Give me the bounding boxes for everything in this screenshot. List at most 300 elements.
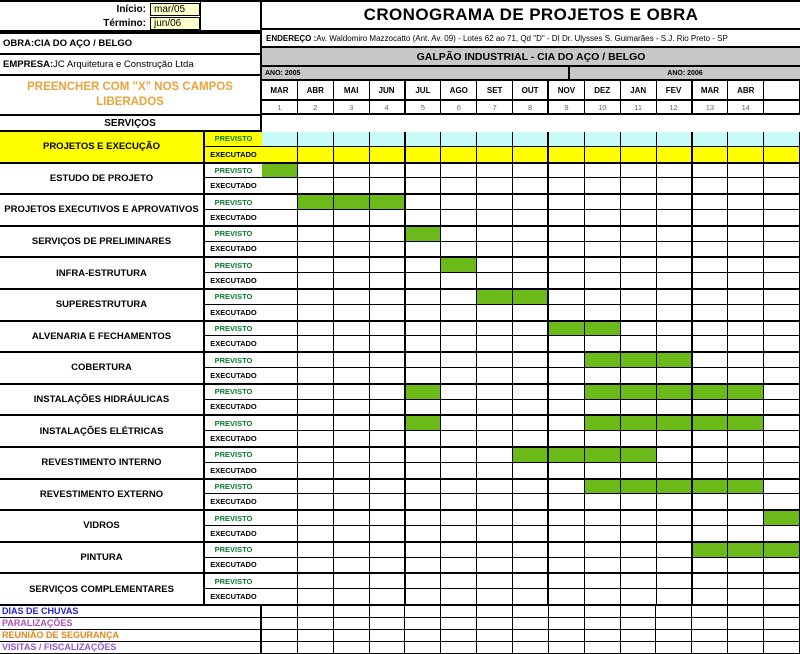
gantt-empty-cell[interactable] [441,164,477,178]
legend-cell[interactable] [262,630,298,641]
legend-cell[interactable] [549,618,585,629]
gantt-bar-cell[interactable] [657,416,693,430]
gantt-bar-cell[interactable] [657,147,693,162]
gantt-empty-cell[interactable] [441,480,477,494]
gantt-empty-cell[interactable] [441,368,477,383]
legend-cell[interactable] [728,642,764,653]
gantt-empty-cell[interactable] [621,164,657,178]
gantt-empty-cell[interactable] [370,178,406,193]
gantt-empty-cell[interactable] [585,227,621,241]
gantt-empty-cell[interactable] [406,526,442,541]
legend-cell[interactable] [262,618,298,629]
gantt-empty-cell[interactable] [477,242,513,257]
gantt-empty-cell[interactable] [621,526,657,541]
gantt-empty-cell[interactable] [513,273,549,288]
gantt-empty-cell[interactable] [477,178,513,193]
gantt-empty-cell[interactable] [585,336,621,351]
gantt-empty-cell[interactable] [477,574,513,588]
gantt-bar-cell[interactable] [585,448,621,462]
gantt-empty-cell[interactable] [621,290,657,304]
gantt-empty-cell[interactable] [513,526,549,541]
gantt-empty-cell[interactable] [764,258,800,272]
gantt-empty-cell[interactable] [549,543,585,557]
gantt-bar-cell[interactable] [334,132,370,146]
gantt-empty-cell[interactable] [406,480,442,494]
legend-cell[interactable] [513,606,549,617]
gantt-bar-cell[interactable] [585,132,621,146]
gantt-empty-cell[interactable] [657,336,693,351]
gantt-empty-cell[interactable] [477,400,513,415]
gantt-empty-cell[interactable] [513,336,549,351]
gantt-empty-cell[interactable] [585,526,621,541]
gantt-empty-cell[interactable] [406,210,442,225]
gantt-bar-cell[interactable] [585,147,621,162]
gantt-empty-cell[interactable] [477,385,513,399]
gantt-empty-cell[interactable] [728,258,764,272]
gantt-empty-cell[interactable] [262,416,298,430]
legend-cell[interactable] [441,642,477,653]
gantt-bar-cell[interactable] [262,147,298,162]
gantt-empty-cell[interactable] [441,416,477,430]
gantt-empty-cell[interactable] [585,368,621,383]
gantt-empty-cell[interactable] [370,273,406,288]
gantt-empty-cell[interactable] [370,589,406,604]
gantt-bar-cell[interactable] [728,132,764,146]
gantt-empty-cell[interactable] [693,178,729,193]
legend-cell[interactable] [656,630,692,641]
gantt-empty-cell[interactable] [621,558,657,573]
gantt-bar-cell[interactable] [657,385,693,399]
gantt-empty-cell[interactable] [585,463,621,478]
gantt-empty-cell[interactable] [262,589,298,604]
gantt-empty-cell[interactable] [657,494,693,509]
gantt-empty-cell[interactable] [657,305,693,320]
legend-cell[interactable] [513,618,549,629]
gantt-empty-cell[interactable] [298,273,334,288]
gantt-bar-cell[interactable] [657,480,693,494]
gantt-empty-cell[interactable] [513,242,549,257]
gantt-empty-cell[interactable] [406,400,442,415]
legend-cell[interactable] [656,606,692,617]
legend-cell[interactable] [692,642,728,653]
gantt-empty-cell[interactable] [764,242,800,257]
gantt-empty-cell[interactable] [513,416,549,430]
gantt-empty-cell[interactable] [764,526,800,541]
gantt-empty-cell[interactable] [549,431,585,446]
gantt-empty-cell[interactable] [262,336,298,351]
gantt-empty-cell[interactable] [262,305,298,320]
gantt-empty-cell[interactable] [585,258,621,272]
gantt-empty-cell[interactable] [298,494,334,509]
gantt-empty-cell[interactable] [693,305,729,320]
gantt-empty-cell[interactable] [693,589,729,604]
legend-cell[interactable] [764,642,800,653]
gantt-empty-cell[interactable] [621,178,657,193]
gantt-empty-cell[interactable] [657,574,693,588]
gantt-empty-cell[interactable] [728,210,764,225]
gantt-empty-cell[interactable] [370,385,406,399]
gantt-empty-cell[interactable] [693,227,729,241]
gantt-empty-cell[interactable] [621,400,657,415]
gantt-empty-cell[interactable] [334,368,370,383]
legend-cell[interactable] [621,642,657,653]
gantt-empty-cell[interactable] [370,431,406,446]
gantt-empty-cell[interactable] [585,290,621,304]
gantt-empty-cell[interactable] [262,242,298,257]
gantt-empty-cell[interactable] [406,431,442,446]
gantt-empty-cell[interactable] [334,305,370,320]
gantt-empty-cell[interactable] [406,273,442,288]
gantt-empty-cell[interactable] [728,558,764,573]
gantt-empty-cell[interactable] [406,448,442,462]
gantt-empty-cell[interactable] [693,258,729,272]
gantt-empty-cell[interactable] [764,400,800,415]
gantt-empty-cell[interactable] [657,448,693,462]
gantt-bar-cell[interactable] [549,322,585,336]
gantt-empty-cell[interactable] [513,195,549,209]
gantt-empty-cell[interactable] [406,558,442,573]
gantt-empty-cell[interactable] [585,574,621,588]
gantt-empty-cell[interactable] [441,242,477,257]
gantt-empty-cell[interactable] [370,463,406,478]
gantt-empty-cell[interactable] [657,526,693,541]
gantt-empty-cell[interactable] [334,448,370,462]
gantt-empty-cell[interactable] [513,400,549,415]
gantt-empty-cell[interactable] [441,526,477,541]
gantt-empty-cell[interactable] [657,322,693,336]
gantt-empty-cell[interactable] [764,164,800,178]
gantt-bar-cell[interactable] [728,147,764,162]
gantt-bar-cell[interactable] [585,322,621,336]
gantt-empty-cell[interactable] [621,543,657,557]
gantt-empty-cell[interactable] [262,210,298,225]
gantt-empty-cell[interactable] [477,195,513,209]
gantt-bar-cell[interactable] [477,290,513,304]
gantt-empty-cell[interactable] [406,290,442,304]
gantt-empty-cell[interactable] [334,416,370,430]
gantt-empty-cell[interactable] [728,290,764,304]
gantt-empty-cell[interactable] [728,574,764,588]
gantt-bar-cell[interactable] [693,385,729,399]
gantt-empty-cell[interactable] [406,305,442,320]
gantt-empty-cell[interactable] [262,178,298,193]
legend-cell[interactable] [585,618,621,629]
gantt-empty-cell[interactable] [477,227,513,241]
gantt-empty-cell[interactable] [262,227,298,241]
gantt-empty-cell[interactable] [549,353,585,367]
gantt-empty-cell[interactable] [262,368,298,383]
gantt-empty-cell[interactable] [262,385,298,399]
gantt-empty-cell[interactable] [728,448,764,462]
gantt-empty-cell[interactable] [657,178,693,193]
gantt-empty-cell[interactable] [621,589,657,604]
gantt-empty-cell[interactable] [262,258,298,272]
gantt-empty-cell[interactable] [334,589,370,604]
gantt-bar-cell[interactable] [764,543,800,557]
gantt-empty-cell[interactable] [370,416,406,430]
gantt-empty-cell[interactable] [441,494,477,509]
gantt-empty-cell[interactable] [334,353,370,367]
gantt-empty-cell[interactable] [657,543,693,557]
gantt-empty-cell[interactable] [764,273,800,288]
gantt-empty-cell[interactable] [262,431,298,446]
gantt-empty-cell[interactable] [262,290,298,304]
gantt-empty-cell[interactable] [441,322,477,336]
gantt-empty-cell[interactable] [585,558,621,573]
gantt-empty-cell[interactable] [441,448,477,462]
gantt-empty-cell[interactable] [441,273,477,288]
legend-cell[interactable] [405,618,441,629]
gantt-empty-cell[interactable] [549,574,585,588]
gantt-empty-cell[interactable] [585,164,621,178]
gantt-bar-cell[interactable] [549,132,585,146]
gantt-bar-cell[interactable] [513,290,549,304]
gantt-empty-cell[interactable] [262,463,298,478]
gantt-empty-cell[interactable] [513,558,549,573]
gantt-empty-cell[interactable] [621,195,657,209]
legend-cell[interactable] [334,630,370,641]
gantt-empty-cell[interactable] [621,227,657,241]
gantt-empty-cell[interactable] [441,589,477,604]
gantt-empty-cell[interactable] [477,258,513,272]
gantt-empty-cell[interactable] [693,526,729,541]
gantt-empty-cell[interactable] [370,210,406,225]
gantt-empty-cell[interactable] [406,463,442,478]
legend-cell[interactable] [728,630,764,641]
gantt-empty-cell[interactable] [370,242,406,257]
gantt-empty-cell[interactable] [513,574,549,588]
gantt-empty-cell[interactable] [298,353,334,367]
gantt-empty-cell[interactable] [334,400,370,415]
gantt-bar-cell[interactable] [585,416,621,430]
gantt-empty-cell[interactable] [334,431,370,446]
gantt-empty-cell[interactable] [764,290,800,304]
gantt-empty-cell[interactable] [621,368,657,383]
gantt-bar-cell[interactable] [334,147,370,162]
gantt-empty-cell[interactable] [370,400,406,415]
gantt-empty-cell[interactable] [728,195,764,209]
gantt-empty-cell[interactable] [513,480,549,494]
inicio-field[interactable]: mar/05 [150,3,200,16]
gantt-empty-cell[interactable] [549,368,585,383]
gantt-empty-cell[interactable] [728,353,764,367]
gantt-bar-cell[interactable] [441,258,477,272]
gantt-empty-cell[interactable] [513,543,549,557]
gantt-empty-cell[interactable] [334,336,370,351]
gantt-empty-cell[interactable] [441,305,477,320]
gantt-empty-cell[interactable] [657,431,693,446]
gantt-bar-cell[interactable] [621,385,657,399]
gantt-empty-cell[interactable] [728,242,764,257]
gantt-empty-cell[interactable] [513,164,549,178]
gantt-empty-cell[interactable] [728,400,764,415]
gantt-empty-cell[interactable] [549,210,585,225]
gantt-bar-cell[interactable] [621,480,657,494]
gantt-empty-cell[interactable] [693,273,729,288]
gantt-bar-cell[interactable] [621,448,657,462]
gantt-bar-cell[interactable] [764,511,800,525]
gantt-empty-cell[interactable] [764,431,800,446]
gantt-empty-cell[interactable] [298,164,334,178]
gantt-empty-cell[interactable] [298,589,334,604]
gantt-empty-cell[interactable] [657,227,693,241]
gantt-empty-cell[interactable] [298,290,334,304]
legend-cell[interactable] [513,630,549,641]
gantt-empty-cell[interactable] [477,322,513,336]
gantt-empty-cell[interactable] [549,227,585,241]
gantt-empty-cell[interactable] [513,494,549,509]
gantt-empty-cell[interactable] [477,558,513,573]
gantt-empty-cell[interactable] [298,511,334,525]
gantt-empty-cell[interactable] [621,463,657,478]
gantt-empty-cell[interactable] [549,416,585,430]
gantt-empty-cell[interactable] [441,178,477,193]
gantt-empty-cell[interactable] [370,368,406,383]
gantt-empty-cell[interactable] [406,353,442,367]
legend-cell[interactable] [656,618,692,629]
gantt-empty-cell[interactable] [728,322,764,336]
legend-cell[interactable] [692,606,728,617]
gantt-bar-cell[interactable] [585,353,621,367]
gantt-empty-cell[interactable] [370,494,406,509]
gantt-empty-cell[interactable] [370,511,406,525]
gantt-empty-cell[interactable] [262,448,298,462]
gantt-bar-cell[interactable] [441,132,477,146]
gantt-empty-cell[interactable] [298,480,334,494]
gantt-empty-cell[interactable] [334,273,370,288]
legend-cell[interactable] [513,642,549,653]
gantt-empty-cell[interactable] [406,589,442,604]
gantt-empty-cell[interactable] [693,368,729,383]
gantt-empty-cell[interactable] [764,416,800,430]
gantt-empty-cell[interactable] [764,210,800,225]
gantt-empty-cell[interactable] [262,558,298,573]
gantt-empty-cell[interactable] [657,195,693,209]
gantt-empty-cell[interactable] [477,273,513,288]
gantt-empty-cell[interactable] [657,273,693,288]
gantt-empty-cell[interactable] [621,336,657,351]
gantt-empty-cell[interactable] [334,322,370,336]
gantt-empty-cell[interactable] [370,480,406,494]
gantt-bar-cell[interactable] [693,147,729,162]
gantt-empty-cell[interactable] [334,480,370,494]
gantt-empty-cell[interactable] [764,558,800,573]
gantt-empty-cell[interactable] [621,322,657,336]
gantt-empty-cell[interactable] [585,400,621,415]
gantt-empty-cell[interactable] [441,558,477,573]
gantt-bar-cell[interactable] [693,480,729,494]
gantt-empty-cell[interactable] [513,511,549,525]
gantt-empty-cell[interactable] [334,574,370,588]
gantt-empty-cell[interactable] [406,368,442,383]
gantt-empty-cell[interactable] [298,558,334,573]
gantt-empty-cell[interactable] [406,494,442,509]
gantt-empty-cell[interactable] [370,322,406,336]
gantt-empty-cell[interactable] [513,431,549,446]
gantt-bar-cell[interactable] [621,147,657,162]
gantt-empty-cell[interactable] [657,589,693,604]
gantt-empty-cell[interactable] [693,574,729,588]
gantt-bar-cell[interactable] [585,385,621,399]
gantt-empty-cell[interactable] [513,463,549,478]
legend-cell[interactable] [298,630,334,641]
gantt-empty-cell[interactable] [513,368,549,383]
gantt-empty-cell[interactable] [549,273,585,288]
gantt-empty-cell[interactable] [262,195,298,209]
gantt-empty-cell[interactable] [764,195,800,209]
legend-cell[interactable] [405,630,441,641]
gantt-empty-cell[interactable] [406,178,442,193]
gantt-empty-cell[interactable] [334,526,370,541]
legend-cell[interactable] [764,618,800,629]
legend-cell[interactable] [370,618,406,629]
legend-cell[interactable] [728,618,764,629]
gantt-empty-cell[interactable] [406,511,442,525]
gantt-bar-cell[interactable] [298,132,334,146]
gantt-empty-cell[interactable] [477,353,513,367]
gantt-empty-cell[interactable] [621,494,657,509]
gantt-empty-cell[interactable] [513,353,549,367]
gantt-empty-cell[interactable] [657,290,693,304]
gantt-empty-cell[interactable] [370,558,406,573]
legend-cell[interactable] [441,618,477,629]
gantt-empty-cell[interactable] [728,431,764,446]
gantt-empty-cell[interactable] [298,448,334,462]
gantt-empty-cell[interactable] [764,385,800,399]
gantt-empty-cell[interactable] [298,336,334,351]
gantt-empty-cell[interactable] [441,210,477,225]
gantt-empty-cell[interactable] [262,322,298,336]
gantt-empty-cell[interactable] [477,448,513,462]
gantt-empty-cell[interactable] [477,494,513,509]
gantt-empty-cell[interactable] [406,242,442,257]
gantt-empty-cell[interactable] [406,258,442,272]
gantt-empty-cell[interactable] [477,463,513,478]
gantt-empty-cell[interactable] [298,227,334,241]
gantt-empty-cell[interactable] [262,511,298,525]
gantt-empty-cell[interactable] [585,511,621,525]
gantt-empty-cell[interactable] [585,242,621,257]
gantt-empty-cell[interactable] [657,242,693,257]
gantt-bar-cell[interactable] [764,147,800,162]
legend-cell[interactable] [441,606,477,617]
gantt-empty-cell[interactable] [370,336,406,351]
gantt-empty-cell[interactable] [441,353,477,367]
gantt-empty-cell[interactable] [513,178,549,193]
legend-cell[interactable] [334,618,370,629]
gantt-bar-cell[interactable] [441,147,477,162]
gantt-empty-cell[interactable] [549,242,585,257]
legend-cell[interactable] [692,630,728,641]
gantt-empty-cell[interactable] [477,511,513,525]
gantt-empty-cell[interactable] [334,511,370,525]
gantt-empty-cell[interactable] [262,543,298,557]
gantt-empty-cell[interactable] [621,431,657,446]
gantt-empty-cell[interactable] [370,290,406,304]
gantt-empty-cell[interactable] [764,463,800,478]
gantt-bar-cell[interactable] [693,132,729,146]
gantt-empty-cell[interactable] [334,543,370,557]
gantt-bar-cell[interactable] [513,448,549,462]
gantt-empty-cell[interactable] [334,290,370,304]
gantt-empty-cell[interactable] [477,589,513,604]
gantt-empty-cell[interactable] [406,164,442,178]
gantt-empty-cell[interactable] [406,543,442,557]
legend-cell[interactable] [262,606,298,617]
termino-field[interactable]: jun/06 [150,17,200,30]
gantt-empty-cell[interactable] [370,305,406,320]
legend-cell[interactable] [585,642,621,653]
